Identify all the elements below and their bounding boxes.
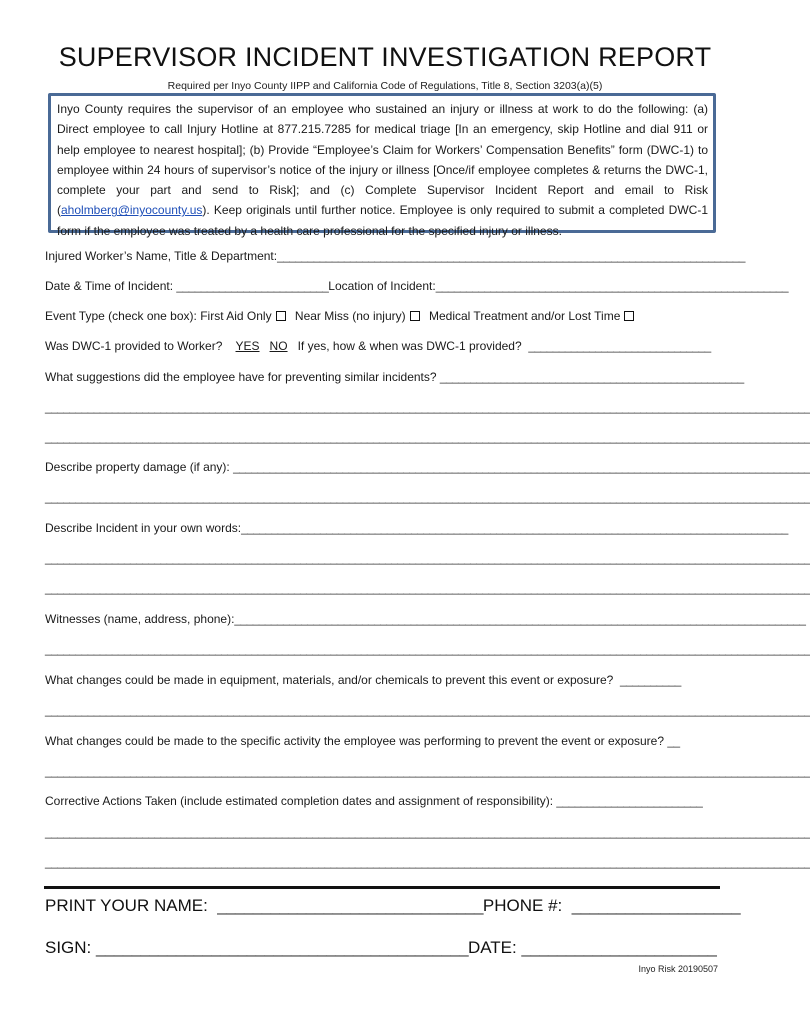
describe-incident-line-2[interactable]: ______________________________________________________________________________________________________________________________: [45, 551, 810, 565]
property-damage-line-2[interactable]: ______________________________________________________________________________________________________________________________: [45, 490, 810, 504]
witnesses-row: [45, 612, 806, 626]
form-code: Inyo Risk 20190507: [638, 964, 718, 974]
describe-incident-row: [45, 521, 788, 535]
phone-blank[interactable]: ___________________: [571, 896, 740, 915]
page-subtitle: Required per Inyo County IIPP and California Code of Regulations, Title 8, Section 3203(a)(5): [167, 80, 603, 92]
event-type-row: [45, 309, 715, 323]
section-divider: [44, 886, 720, 889]
injured-worker-label: Injured Worker’s Name, Title & Department:: [45, 249, 278, 263]
date-blank[interactable]: ______________________: [521, 938, 717, 957]
witnesses-line-2[interactable]: ______________________________________________________________________________________________________________________________: [45, 642, 810, 656]
medical-label: Medical Treatment and/or Lost Time: [428, 309, 621, 323]
first-aid-label: First Aid Only: [200, 309, 272, 323]
describe-incident-label: Describe Incident in your own words:: [45, 521, 242, 535]
instructions-text-end: ). Keep originals until further notice. Employee is only required to submit a completed DWC-1 form if the employee was treated by a health care professional for the specified injury or illness.: [57, 203, 708, 238]
dwc1-row: [45, 339, 715, 353]
changes-activity-row: [45, 734, 715, 748]
no-option[interactable]: NO: [269, 339, 288, 353]
near-miss-checkbox[interactable]: [410, 311, 420, 321]
print-name-row: [45, 896, 740, 916]
property-damage-label: Describe property damage (if any):: [45, 460, 230, 474]
dwc1-followup-label: If yes, how & when was DWC-1 provided?: [297, 339, 522, 353]
yes-option[interactable]: YES: [235, 339, 260, 353]
changes-activity-label: What changes could be made to the specific activity the employee was performing to prevent the event or exposure?: [45, 734, 665, 748]
page-title: SUPERVISOR INCIDENT INVESTIGATION REPORT: [58, 42, 712, 72]
phone-label: PHONE #:: [482, 896, 563, 915]
witnesses-label: Witnesses (name, address, phone):: [45, 612, 235, 626]
suggestions-label: What suggestions did the employee have for preventing similar incidents?: [45, 370, 437, 384]
corrective-actions-blank[interactable]: ________________________: [556, 794, 703, 808]
suggestions-line-3[interactable]: ______________________________________________________________________________________________________________________________: [45, 430, 810, 444]
date-time-label: Date & Time of Incident:: [45, 279, 174, 293]
changes-equipment-line-2[interactable]: ______________________________________________________________________________________________________________________________: [45, 703, 810, 717]
changes-equipment-label: What changes could be made in equipment, materials, and/or chemicals to prevent this event or exposure?: [45, 673, 614, 687]
first-aid-checkbox[interactable]: [276, 311, 286, 321]
changes-activity-line-2[interactable]: ______________________________________________________________________________________________________________________________: [45, 764, 810, 778]
suggestions-line-2[interactable]: ______________________________________________________________________________________________________________________________: [45, 400, 810, 414]
changes-activity-blank[interactable]: __: [667, 734, 680, 748]
event-type-label: Event Type (check one box):: [45, 309, 197, 323]
instructions-box: [48, 93, 716, 238]
location-label: Location of Incident:: [328, 279, 436, 293]
dwc1-question: Was DWC-1 provided to Worker?: [45, 339, 223, 353]
sign-label: SIGN:: [45, 938, 92, 957]
risk-email-link[interactable]: aholmberg@inyocounty.us: [61, 203, 203, 218]
suggestions-row: [45, 370, 744, 384]
corrective-actions-row: [45, 794, 715, 808]
sign-blank[interactable]: __________________________________________: [96, 938, 468, 957]
instructions-text: Inyo County requires the supervisor of an employee who sustained an injury or illness at work to do the following: (a) Direct employee to call Injury Hotline at 877.215.7285 for medical triage [In an emergency, skip Hotline and dial 911 or help employee to nearest hospital]; (b) Provide “Employee’s Claim for Workers’ Compensation Benefits” form (DWC-1) to employee within 24 hours of supervisor’s notice of the injury or illness [Once/if employee completes & returns the DWC-1, complete your part and send to Risk]; and (c) Complete Supervisor Incident Report and email to Risk (: [57, 102, 708, 218]
corrective-actions-label: Corrective Actions Taken (include estimated completion dates and assignment of responsibility):: [45, 794, 554, 808]
sign-row: [45, 938, 720, 958]
suggestions-blank[interactable]: __________________________________________________: [439, 370, 744, 384]
corrective-actions-line-2[interactable]: ______________________________________________________________________________________________________________________________: [45, 825, 810, 839]
property-damage-blank[interactable]: _______________________________________________________________________________________________: [233, 460, 810, 474]
describe-incident-line-3[interactable]: ______________________________________________________________________________________________________________________________: [45, 581, 810, 595]
print-name-label: PRINT YOUR NAME:: [45, 896, 208, 915]
property-damage-row: [45, 460, 810, 474]
medical-checkbox[interactable]: [624, 311, 634, 321]
print-name-blank[interactable]: ______________________________: [217, 896, 483, 915]
date-location-row: [45, 279, 788, 293]
injured-worker-blank[interactable]: _____________________________________________________________________________: [277, 249, 745, 263]
changes-equipment-row: [45, 673, 715, 687]
injured-worker-row: [45, 249, 745, 263]
describe-incident-blank[interactable]: __________________________________________________________________________________________: [241, 521, 788, 535]
changes-equipment-blank[interactable]: __________: [619, 673, 681, 687]
location-blank[interactable]: __________________________________________________________: [435, 279, 788, 293]
witnesses-blank[interactable]: ______________________________________________________________________________________________: [234, 612, 806, 626]
dwc1-followup-blank[interactable]: ______________________________: [528, 339, 711, 353]
date-time-blank[interactable]: _________________________: [176, 279, 329, 293]
near-miss-label: Near Miss (no injury): [294, 309, 406, 323]
date-label: DATE:: [467, 938, 517, 957]
corrective-actions-line-3[interactable]: ______________________________________________________________________________________________________________________________: [45, 855, 810, 869]
